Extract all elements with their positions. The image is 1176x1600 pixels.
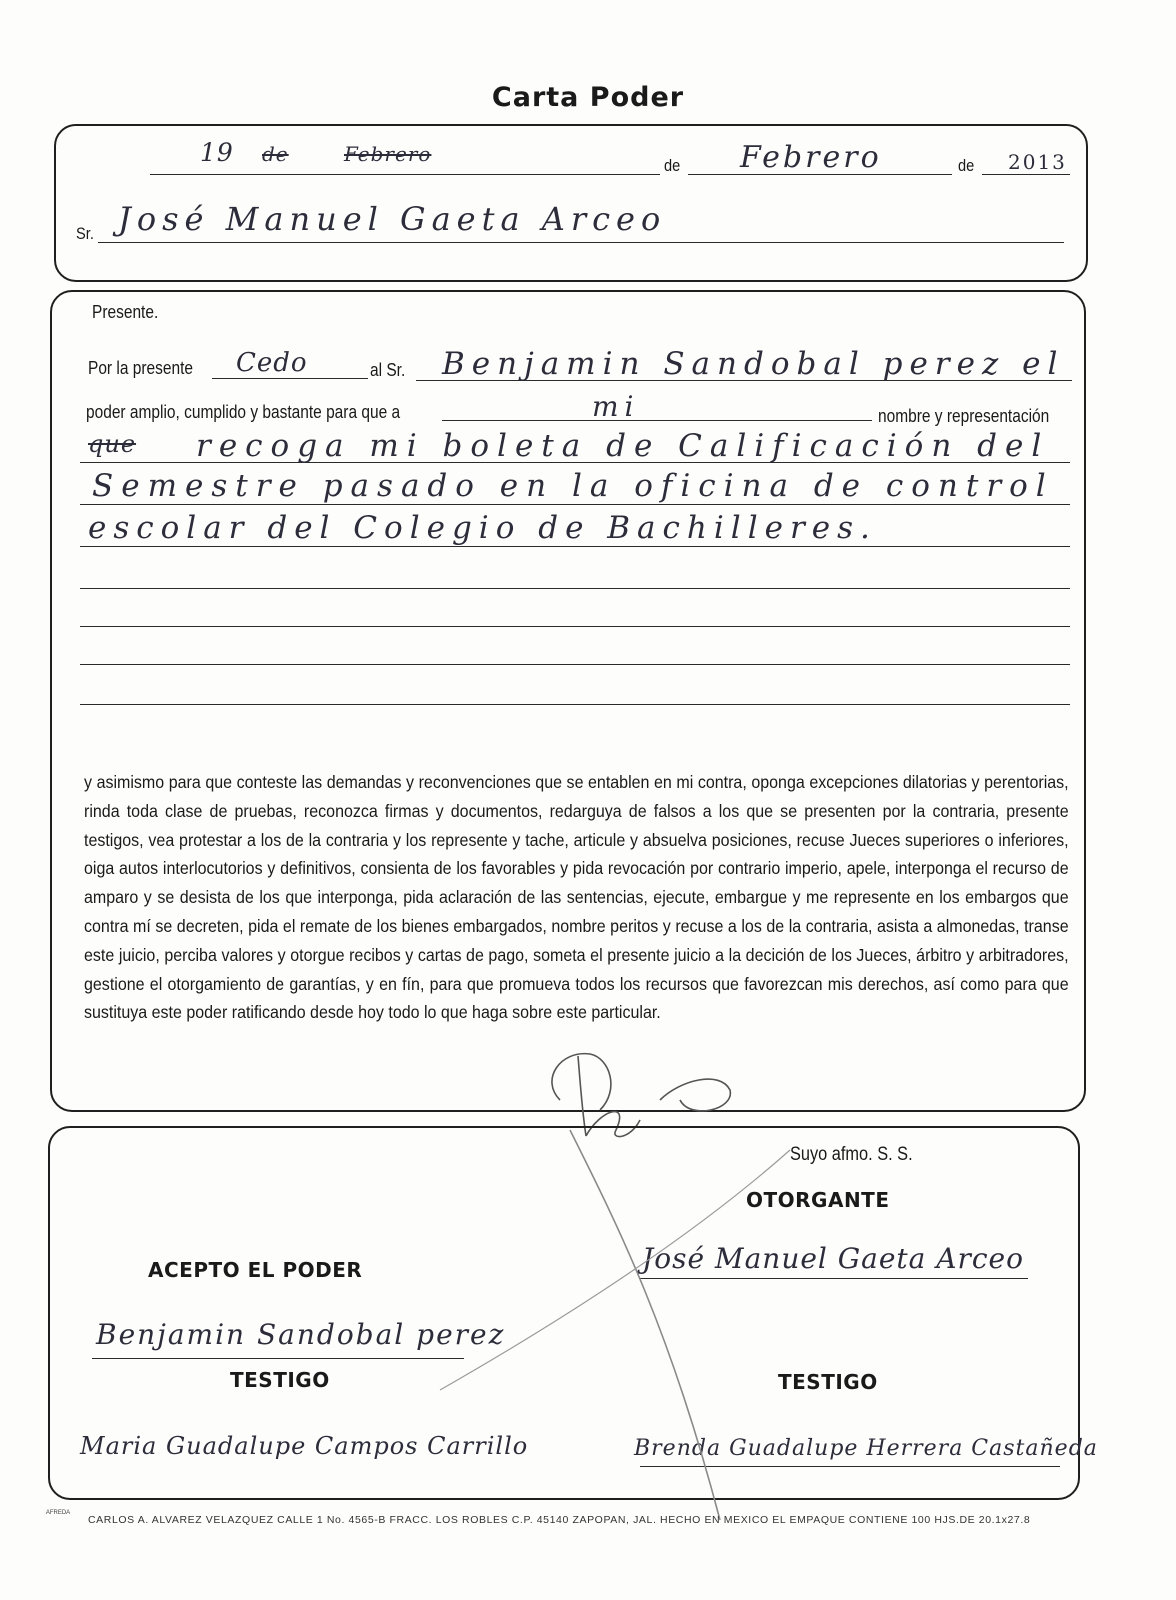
year-line — [982, 174, 1070, 175]
de-label-1: de — [664, 156, 681, 175]
year: 2013 — [1008, 150, 1067, 174]
sr-label: Sr. — [76, 224, 94, 243]
acepto-signature: Benjamin Sandobal perez — [96, 1318, 506, 1351]
por-la-presente-label: Por la presente — [88, 358, 193, 378]
otorgante-label: OTORGANTE — [746, 1188, 890, 1212]
suyo-label: Suyo afmo. S. S. — [790, 1144, 913, 1165]
otorgante-signature: José Manuel Gaeta Arceo — [642, 1242, 1024, 1275]
printer-footer: CARLOS A. ALVAREZ VELAZQUEZ CALLE 1 No. 4565-B FRACC. LOS ROBLES C.P. 45140 ZAPOPAN, JAL. HECHO EN MEXICO EL EMPAQUE CONTIENE 100 HJS.DE 20.1x27.8 — [88, 1514, 1031, 1526]
purpose-line-3 — [80, 546, 1070, 547]
poder-line — [442, 420, 872, 421]
purpose-line-text-3: escolar del Colegio de Bachilleres. — [88, 510, 877, 546]
verb-handwritten: Cedo — [236, 348, 308, 378]
document-title: Carta Poder — [491, 82, 685, 113]
legal-text: y asimismo para que conteste las demandas y reconvenciones que se entablen en mi contra, oponga excepciones dilatorias y perentorias, rinda toda clase de pruebas, reconozca firmas y documentos, redarguya de falsos a los que se presenten por la contraria, presente testigos, vea protestar a los de la contraria y los represente y tache, articule y absuelva posiciones, recuse Jueces superiores o inferiores, oiga autos interlocutorios y definitivos, consienta de los favorables y pida revocación por contrario imperio, apele, interponga el recurso de amparo y se desista de los que interponga, pida aclaración de las sentencias, ejecute, embargue y me represente en los embargos que contra mí se decreten, pida el remate de los bienes embargados, nombre peritos y recuse a los de la contraria, asista a almonedas, transe este juicio, perciba valores y otorgue recibos y cartas de pago, someta el presente juicio a la decición de los Jueces, árbitro y arbitradores, gestione el otorgamiento de garantías, y en fín, para que promueva todos los recursos que favorezcan mis derechos, así como para que sustituya este poder ratificando desde hoy todo lo que haga sobre este particular. — [84, 772, 1069, 1023]
nombre-label: nombre y representación — [878, 406, 1050, 426]
acepto-label: ACEPTO EL PODER — [148, 1258, 363, 1282]
acepto-line — [92, 1358, 464, 1359]
de-label-2: de — [958, 156, 975, 175]
testigo-right-signature: Brenda Guadalupe Herrera Castañeda — [634, 1436, 1098, 1461]
struck-text-de: de — [262, 142, 289, 166]
testigo-left-signature: Maria Guadalupe Campos Carrillo — [80, 1432, 529, 1460]
blank-line-2 — [80, 626, 1070, 627]
testigo-label-right: TESTIGO — [778, 1370, 878, 1394]
poder-amplio-label: poder amplio, cumplido y bastante para que a — [86, 402, 401, 422]
purpose-struck: que — [88, 430, 137, 458]
addressee-line — [98, 242, 1064, 243]
month: Febrero — [740, 140, 882, 175]
purpose-line-text-2: Semestre pasado en la oficina de control — [92, 468, 1054, 504]
addressee-name: José Manuel Gaeta Arceo — [118, 200, 667, 238]
al-sr-label: al Sr. — [370, 360, 406, 380]
blank-line-1 — [80, 588, 1070, 589]
purpose-line-2 — [80, 504, 1070, 505]
printer-logo: AFREDA — [45, 1510, 71, 1516]
purpose-line-text-1: recoga mi boleta de Calificación del — [196, 428, 1050, 464]
testigo-label-left: TESTIGO — [230, 1368, 330, 1392]
agent-name: Benjamin Sandobal perez el — [442, 346, 1065, 382]
struck-text-febrero: Febrero — [344, 142, 432, 166]
verb-line — [212, 378, 368, 379]
presente-label: Presente. — [92, 302, 159, 322]
blank-line-4 — [80, 704, 1070, 705]
poder-handwritten: mi — [592, 390, 640, 423]
pencil-cross-stroke — [420, 1110, 820, 1530]
date-day: 19 — [200, 138, 234, 167]
blank-line-3 — [80, 664, 1070, 665]
date-day-line — [150, 174, 660, 175]
